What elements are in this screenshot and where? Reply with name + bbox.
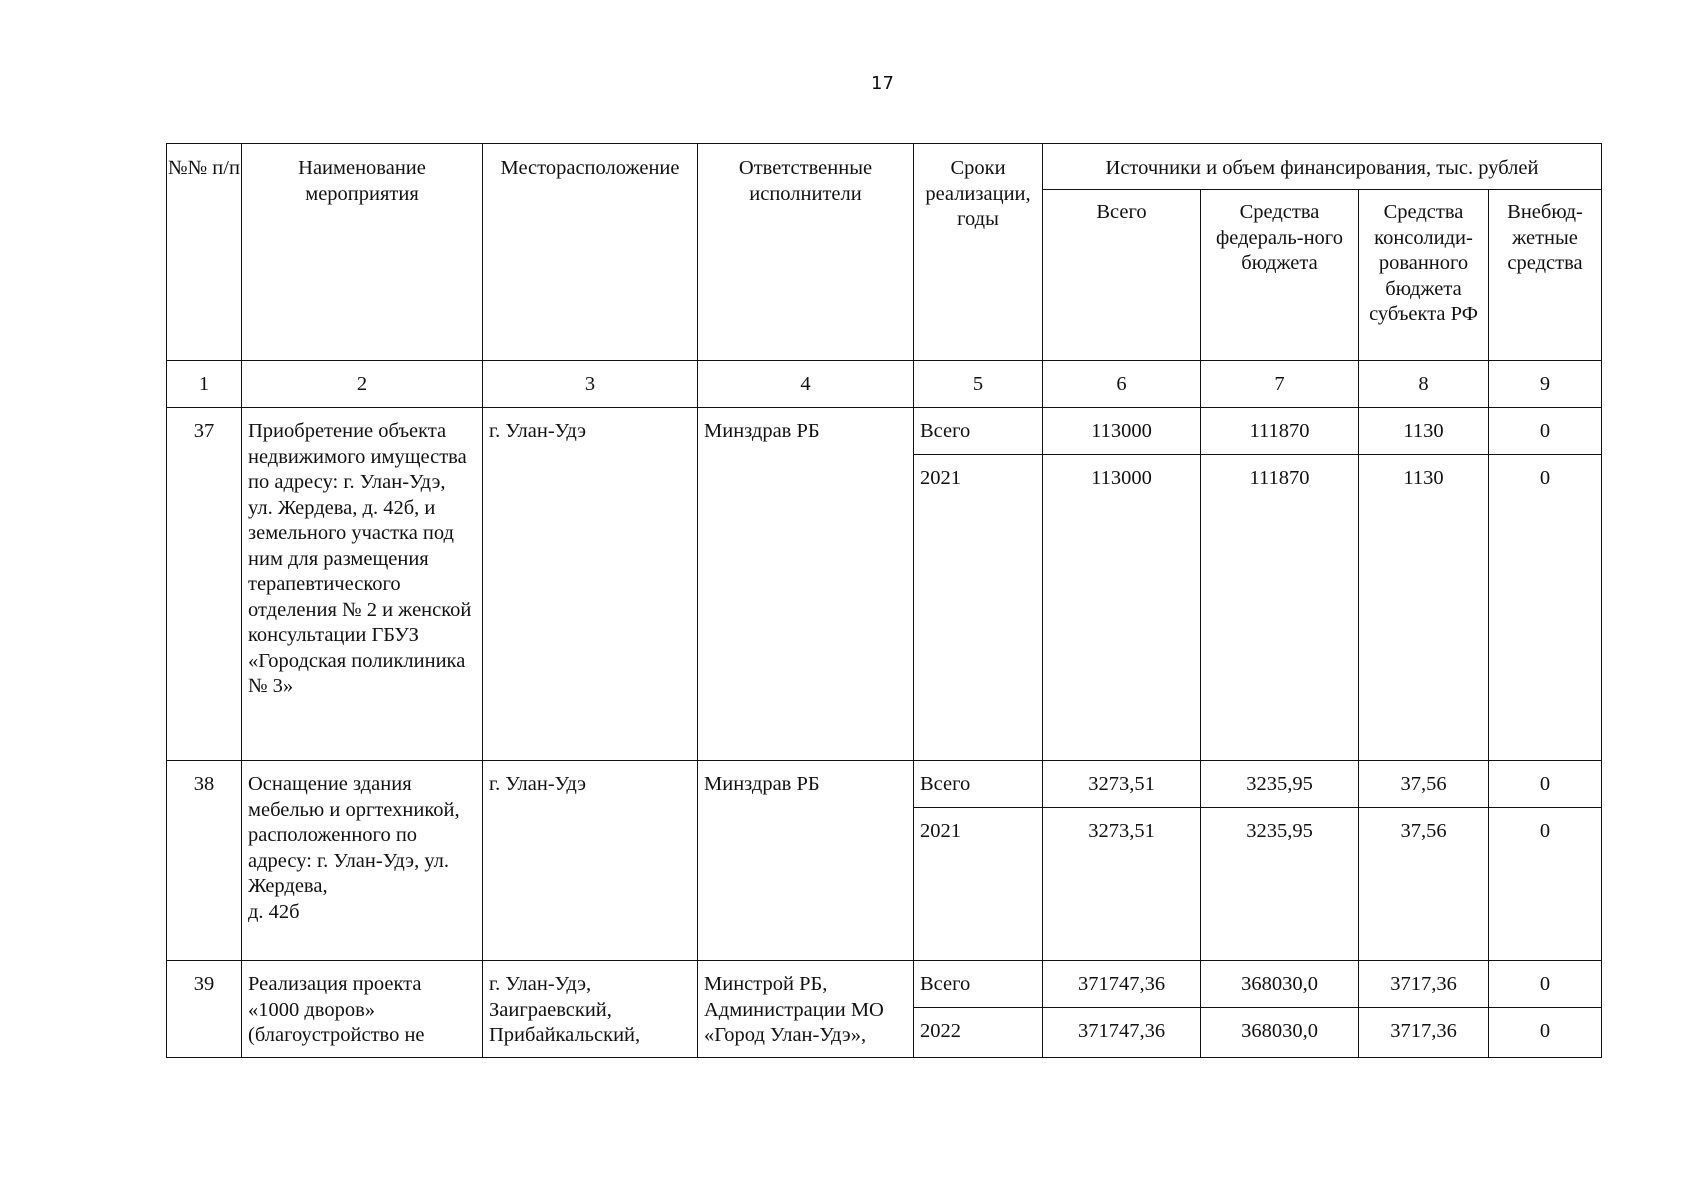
activity-name: Оснащение здания мебелью и оргтехникой, расположенного по адресу: г. Улан-Удэ, ул. Жердева, д. 42б (242, 761, 483, 961)
header-period: Сроки реализации, годы (914, 144, 1043, 361)
federal-value: 368030,0 (1201, 961, 1359, 1008)
header-federal: Средства федераль-ного бюджета (1201, 190, 1359, 361)
column-number: 1 (167, 361, 242, 408)
column-number: 2 (242, 361, 483, 408)
activity-name: Приобретение объекта недвижимого имущества по адресу: г. Улан-Удэ, ул. Жердева, д. 42б, и земельного участка под ним для размещения терапевтического отделения № 2 и женской консультации ГБУЗ «Городская поликлиника № 3» (242, 408, 483, 761)
responsible: Минстрой РБ, Администрации МО «Город Улан-Удэ», (698, 961, 914, 1058)
column-number-row (167, 361, 1602, 408)
page-number: 17 (871, 73, 894, 94)
table-row (167, 961, 1602, 1008)
total-value: 113000 (1043, 455, 1201, 761)
regional-value: 3717,36 (1359, 1008, 1489, 1058)
federal-value: 368030,0 (1201, 1008, 1359, 1058)
responsible: Минздрав РБ (698, 761, 914, 961)
column-number: 4 (698, 361, 914, 408)
location: г. Улан-Удэ (483, 408, 698, 761)
column-number: 3 (483, 361, 698, 408)
extra-value: 0 (1489, 408, 1602, 455)
federal-value: 111870 (1201, 408, 1359, 455)
regional-value: 1130 (1359, 455, 1489, 761)
row-number: 38 (167, 761, 242, 961)
period: 2021 (914, 808, 1043, 961)
column-number: 8 (1359, 361, 1489, 408)
period: Всего (914, 408, 1043, 455)
header-regional: Средства консолиди-рованного бюджета субъекта РФ (1359, 190, 1489, 361)
extra-value: 0 (1489, 808, 1602, 961)
federal-value: 111870 (1201, 455, 1359, 761)
financing-table (166, 143, 1602, 1058)
header-location: Месторасположение (483, 144, 698, 361)
total-value: 3273,51 (1043, 761, 1201, 808)
federal-value: 3235,95 (1201, 808, 1359, 961)
period: Всего (914, 961, 1043, 1008)
total-value: 113000 (1043, 408, 1201, 455)
header-num: №№ п/п (167, 144, 242, 361)
header-responsible: Ответственные исполнители (698, 144, 914, 361)
regional-value: 1130 (1359, 408, 1489, 455)
row-number: 37 (167, 408, 242, 761)
header-sources: Источники и объем финансирования, тыс. рублей (1043, 144, 1602, 190)
header-name: Наименование мероприятия (242, 144, 483, 361)
table-row (167, 408, 1602, 455)
row-number: 39 (167, 961, 242, 1058)
column-number: 9 (1489, 361, 1602, 408)
column-number: 6 (1043, 361, 1201, 408)
total-value: 371747,36 (1043, 1008, 1201, 1058)
total-value: 371747,36 (1043, 961, 1201, 1008)
location: г. Улан-Удэ (483, 761, 698, 961)
responsible: Минздрав РБ (698, 408, 914, 761)
period: 2021 (914, 455, 1043, 761)
period: 2022 (914, 1008, 1043, 1058)
column-number: 5 (914, 361, 1043, 408)
extra-value: 0 (1489, 961, 1602, 1008)
table-row (167, 761, 1602, 808)
regional-value: 3717,36 (1359, 961, 1489, 1008)
period: Всего (914, 761, 1043, 808)
column-number: 7 (1201, 361, 1359, 408)
header-total: Всего (1043, 190, 1201, 361)
location: г. Улан-Удэ, Заиграевский, Прибайкальский, (483, 961, 698, 1058)
extra-value: 0 (1489, 761, 1602, 808)
total-value: 3273,51 (1043, 808, 1201, 961)
extra-value: 0 (1489, 1008, 1602, 1058)
regional-value: 37,56 (1359, 761, 1489, 808)
activity-name: Реализация проекта «1000 дворов» (благоустройство не (242, 961, 483, 1058)
regional-value: 37,56 (1359, 808, 1489, 961)
header-extra: Внебюд-жетные средства (1489, 190, 1602, 361)
extra-value: 0 (1489, 455, 1602, 761)
federal-value: 3235,95 (1201, 761, 1359, 808)
